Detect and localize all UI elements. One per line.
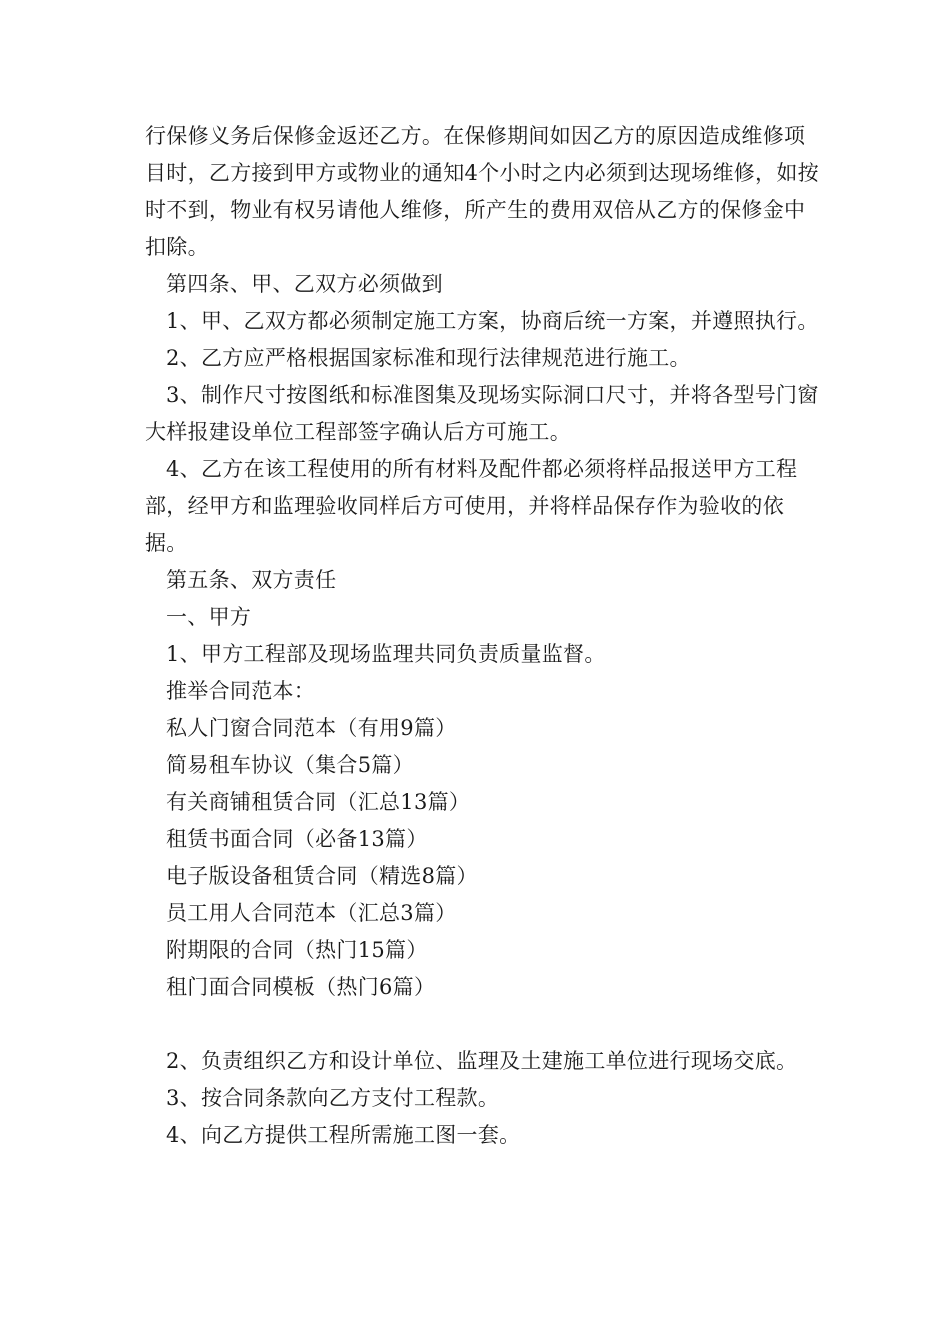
recommend-title: 推举合同范本： <box>166 679 316 703</box>
recommend-link[interactable]: 租门面合同模板（热门6篇） <box>166 975 436 999</box>
party-a-item-1: 1、甲方工程部及现场监理共同负责质量监督。 <box>166 642 606 666</box>
recommend-link[interactable]: 有关商铺租赁合同（汇总13篇） <box>166 790 471 814</box>
article-4-item-1: 1、甲、乙双方都必须制定施工方案，协商后统一方案，并遵照执行。 <box>166 309 819 333</box>
party-a-item-2: 2、负责组织乙方和设计单位、监理及土建施工单位进行现场交底。 <box>166 1049 798 1073</box>
recommend-link[interactable]: 私人门窗合同范本（有用9篇） <box>166 716 457 740</box>
article-4-heading: 第四条、甲、乙双方必须做到 <box>166 272 443 296</box>
party-a-item-4: 4、向乙方提供工程所需施工图一套。 <box>166 1123 521 1147</box>
article-5-heading: 第五条、双方责任 <box>166 568 337 592</box>
article-4-item-3: 3、制作尺寸按图纸和标准图集及现场实际洞口尺寸，并将各型号门窗大样报建设单位工程部签字确认后方可施工。 <box>145 383 819 444</box>
recommend-link[interactable]: 简易租车协议（集合5篇） <box>166 753 414 777</box>
recommend-link[interactable]: 电子版设备租赁合同（精选8篇） <box>166 864 478 888</box>
party-a-heading: 一、甲方 <box>166 605 252 629</box>
article-4-item-4: 4、乙方在该工程使用的所有材料及配件都必须将样品报送甲方工程部，经甲方和监理验收同样后方可使用，并将样品保存作为验收的依据。 <box>145 457 798 555</box>
document-body <box>145 118 825 1154</box>
paragraph-warranty: 行保修义务后保修金返还乙方。在保修期间如因乙方的原因造成维修项目时，乙方接到甲方或物业的通知4个小时之内必须到达现场维修，如按时不到，物业有权另请他人维修，所产生的费用双倍从乙方的保修金中扣除。 <box>145 124 819 259</box>
recommend-link[interactable]: 租赁书面合同（必备13篇） <box>166 827 428 851</box>
blank-line <box>145 1006 825 1043</box>
recommend-link[interactable]: 附期限的合同（热门15篇） <box>166 938 428 962</box>
recommend-link[interactable]: 员工用人合同范本（汇总3篇） <box>166 901 457 925</box>
party-a-item-3: 3、按合同条款向乙方支付工程款。 <box>166 1086 500 1110</box>
article-4-item-2: 2、乙方应严格根据国家标准和现行法律规范进行施工。 <box>166 346 691 370</box>
